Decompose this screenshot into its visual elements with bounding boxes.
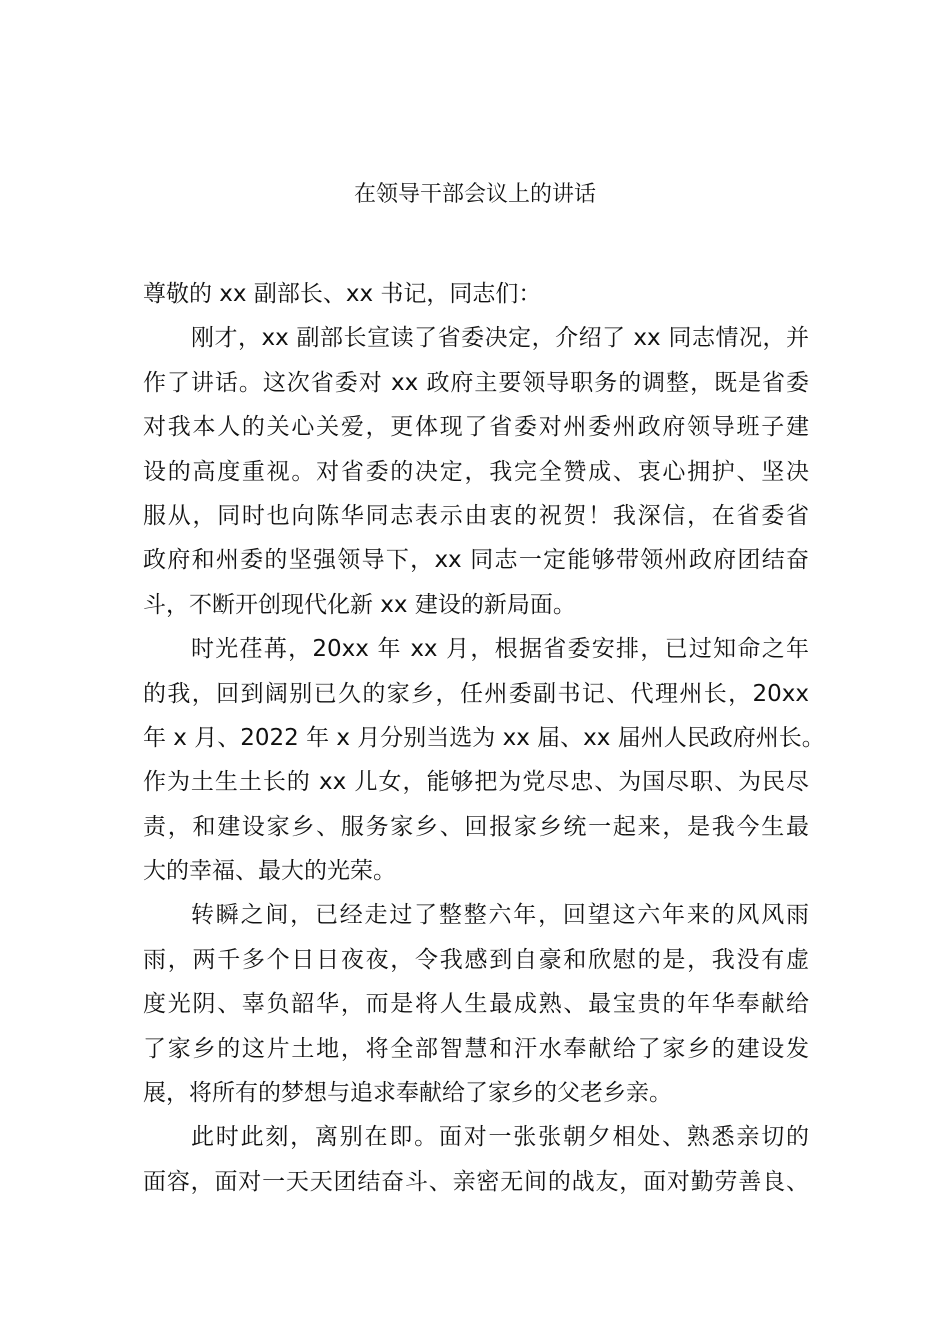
text-line: 服从，同时也向陈华同志表示由衷的祝贺！我深信，在省委省 xyxy=(143,502,809,529)
text-line: 雨，两千多个日日夜夜，令我感到自豪和欣慰的是，我没有虚 xyxy=(143,946,809,973)
text-line: 设的高度重视。对省委的决定，我完全赞成、衷心拥护、坚决 xyxy=(143,458,809,485)
text-line: 年 x 月、2022 年 x 月分别当选为 xx 届、xx 届州人民政府州长。 xyxy=(143,724,825,751)
paragraph xyxy=(143,272,809,316)
paragraph xyxy=(143,316,809,627)
text-line: 对我本人的关心关爱，更体现了省委对州委州政府领导班子建 xyxy=(143,414,809,441)
text-line: 展，将所有的梦想与追求奉献给了家乡的父老乡亲。 xyxy=(143,1080,672,1107)
text-line: 作为土生土长的 xx 儿女，能够把为党尽忠、为国尽职、为民尽 xyxy=(143,769,809,796)
paragraph xyxy=(143,1115,809,1204)
text-line: 转瞬之间，已经走过了整整六年，回望这六年来的风风雨 xyxy=(191,902,809,929)
text-line: 此时此刻，离别在即。面对一张张朝夕相处、熟悉亲切的 xyxy=(191,1124,809,1151)
text-line: 刚才，xx 副部长宣读了省委决定，介绍了 xx 同志情况，并 xyxy=(191,325,809,352)
text-line: 度光阴、辜负韶华，而是将人生最成熟、最宝贵的年华奉献给 xyxy=(143,991,809,1018)
document-body xyxy=(143,272,825,1204)
text-line: 斗，不断开创现代化新 xx 建设的新局面。 xyxy=(143,591,576,618)
text-line: 大的幸福、最大的光荣。 xyxy=(143,858,396,885)
paragraph xyxy=(143,893,809,1115)
text-line: 责，和建设家乡、服务家乡、回报家乡统一起来，是我今生最 xyxy=(143,813,809,840)
paragraph xyxy=(143,627,825,893)
document-title: 在领导干部会议上的讲话 xyxy=(353,182,596,207)
text-line: 的我，回到阔别已久的家乡，任州委副书记、代理州长，20xx xyxy=(143,680,809,707)
text-line: 政府和州委的坚强领导下，xx 同志一定能够带领州政府团结奋 xyxy=(143,547,809,574)
text-line: 尊敬的 xx 副部长、xx 书记，同志们： xyxy=(143,281,542,307)
text-line: 作了讲话。这次省委对 xx 政府主要领导职务的调整，既是省委 xyxy=(143,369,809,396)
text-line: 时光荏苒，20xx 年 xx 月，根据省委安排，已过知命之年 xyxy=(191,636,809,663)
text-line: 面容，面对一天天团结奋斗、亲密无间的战友，面对勤劳善良、 xyxy=(143,1168,809,1195)
text-line: 了家乡的这片土地，将全部智慧和汗水奉献给了家乡的建设发 xyxy=(143,1035,809,1062)
